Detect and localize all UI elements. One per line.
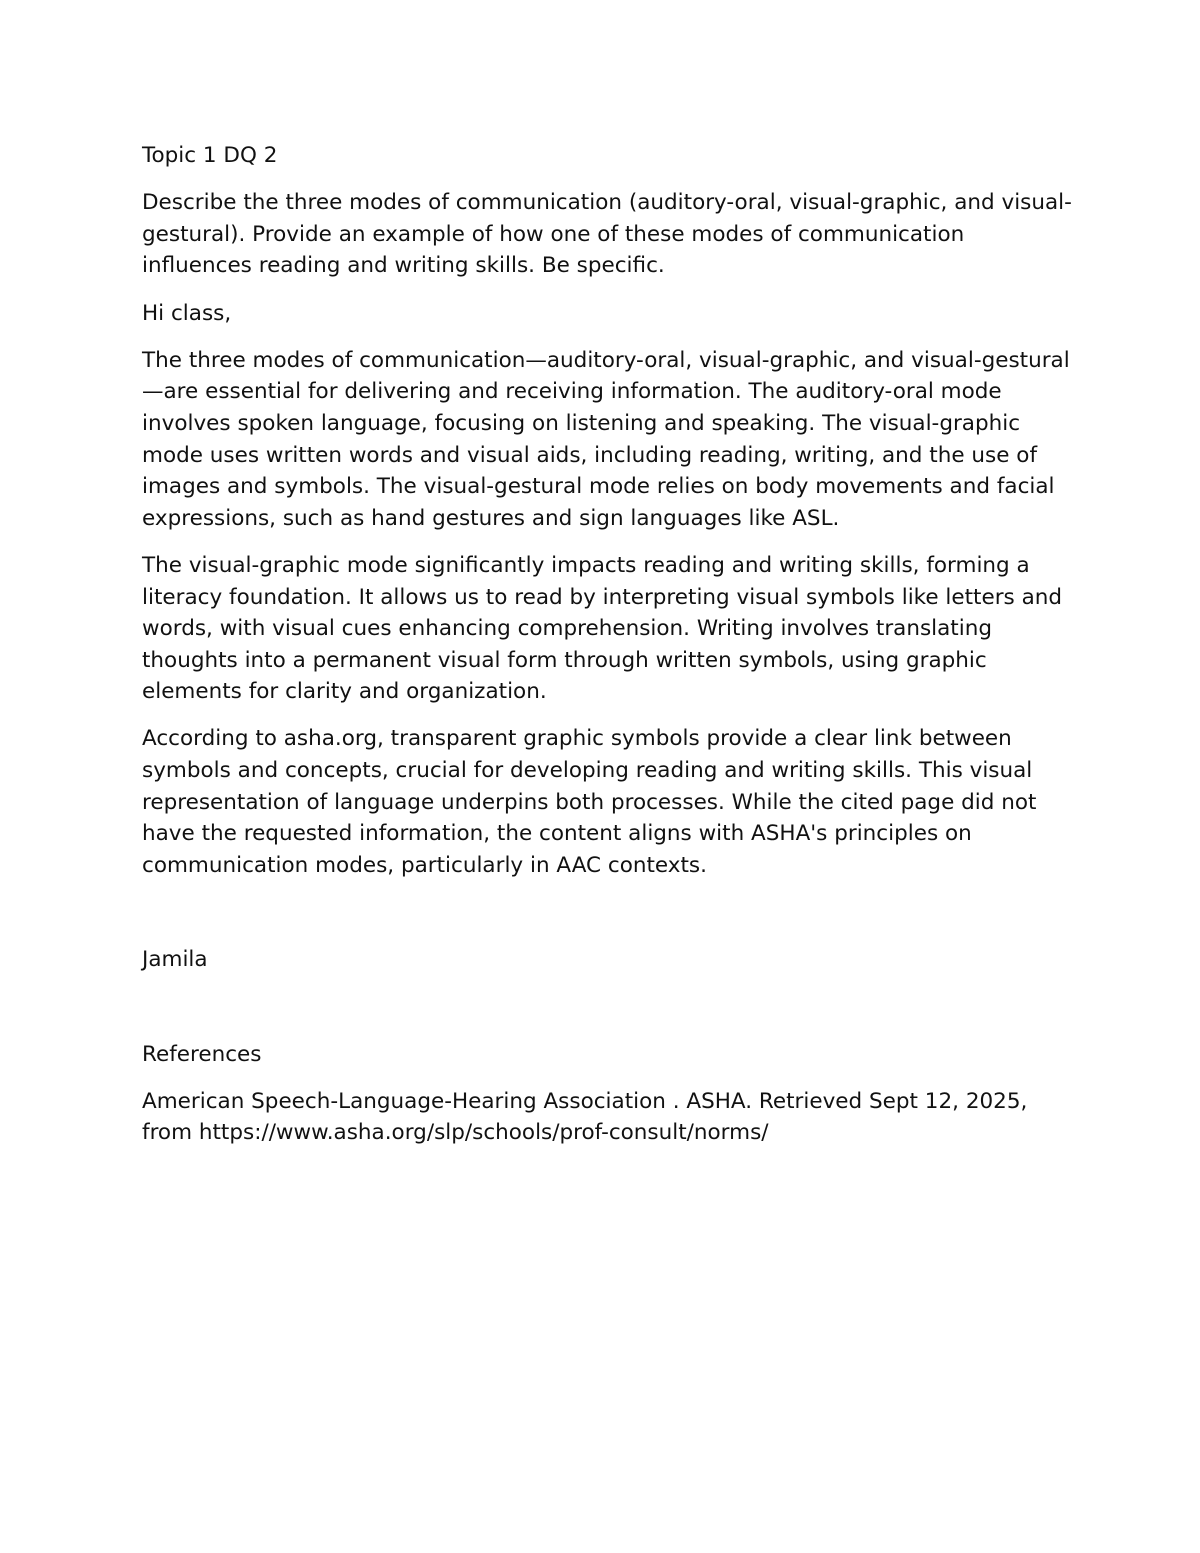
- body-paragraph-1: The three modes of communication—auditory-oral, visual-graphic, and visual-gestural—are essential for delivering and receiving information. The auditory-oral mode involves spoken language, focusing on listening and speaking. The visual-graphic mode uses written words and visual aids, including reading, writing, and the use of images and symbols. The visual-gestural mode relies on body movements and facial expressions, such as hand gestures and sign languages like ASL.: [142, 347, 1070, 531]
- greeting: Hi class,: [142, 300, 232, 326]
- blank-line: [142, 991, 1072, 1023]
- signature: Jamila: [142, 947, 208, 973]
- reference-entry: American Speech-Language-Hearing Association . ASHA. Retrieved Sept 12, 2025, from https://www.asha.org/slp/schools/prof-consult/norms/: [142, 1088, 1028, 1146]
- body-paragraph-3: According to asha.org, transparent graphic symbols provide a clear link between symbols and concepts, crucial for developing reading and writing skills. This visual representation of language underpins both processes. While the cited page did not have the requested information, the content aligns with ASHA's principles on communication modes, particularly in AAC contexts.: [142, 726, 1037, 878]
- body-paragraph-2: The visual-graphic mode significantly impacts reading and writing skills, forming a literacy foundation. It allows us to read by interpreting visual symbols like letters and words, with visual cues enhancing comprehension. Writing involves translating thoughts into a permanent visual form through written symbols, using graphic elements for clarity and organization.: [142, 552, 1063, 705]
- discussion-prompt: Describe the three modes of communication (auditory-oral, visual-graphic, and visual-gestural). Provide an example of how one of these modes of communication influences reading and writing skills. Be specific.: [142, 190, 1072, 279]
- document-title: Topic 1 DQ 2: [142, 143, 278, 168]
- references-heading: References: [142, 1041, 262, 1067]
- document-body: [142, 140, 1072, 1165]
- blank-line: [142, 897, 1072, 929]
